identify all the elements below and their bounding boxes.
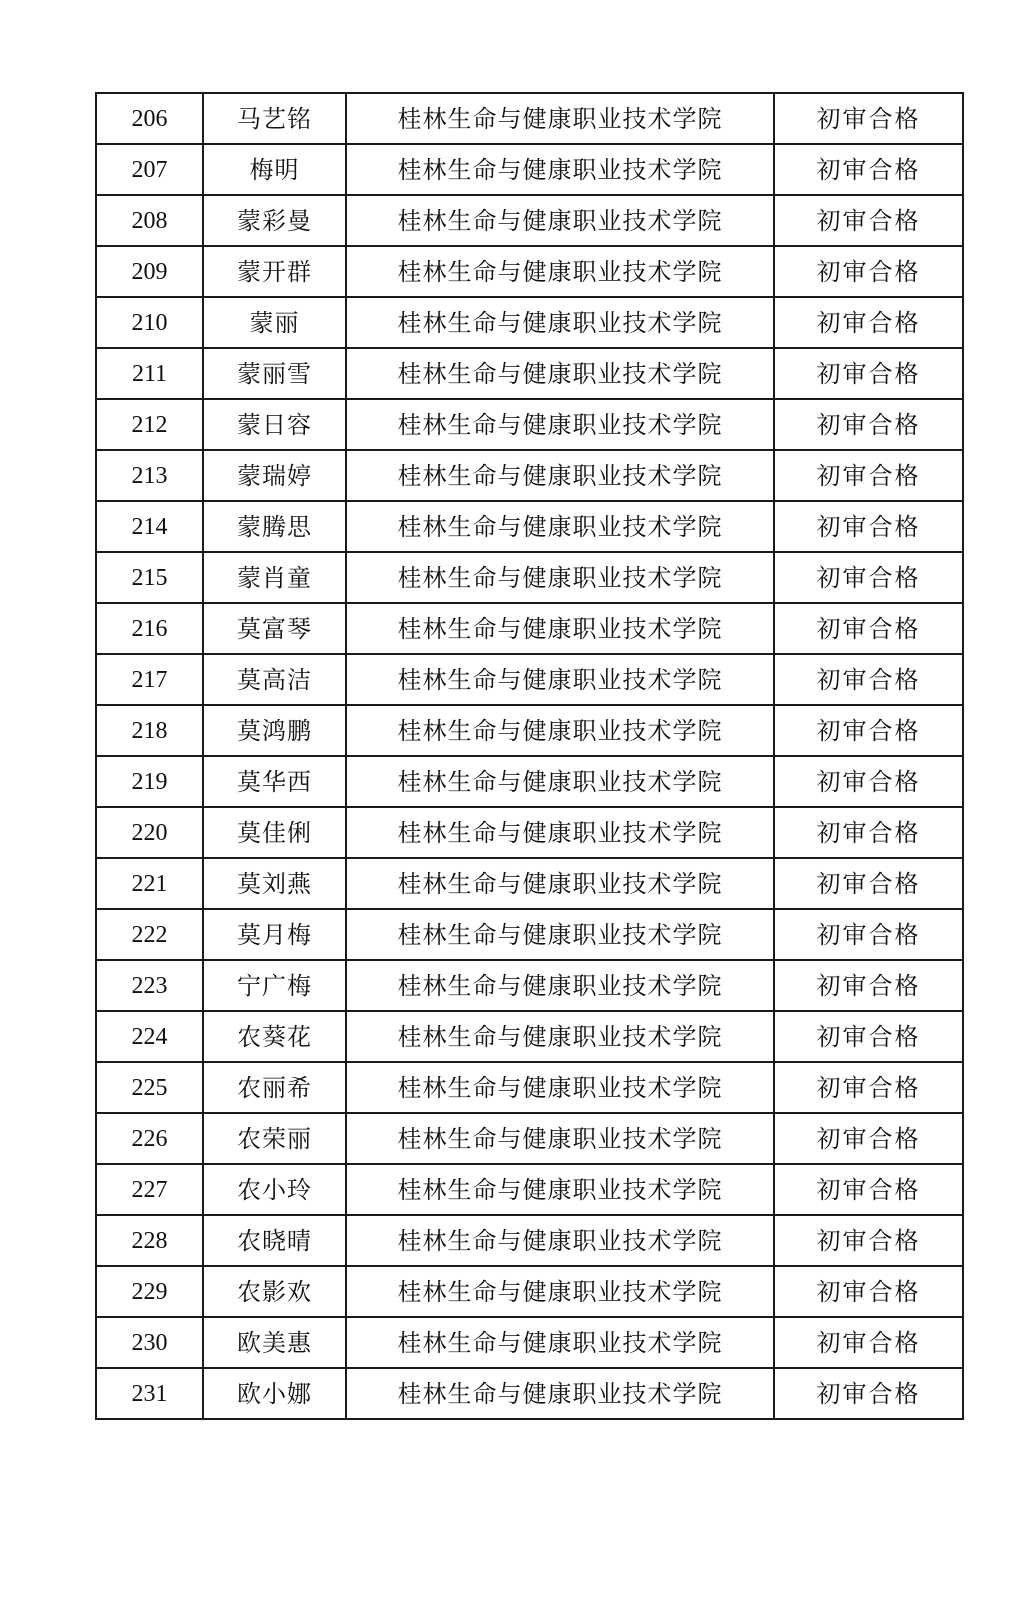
row-number: 222 bbox=[96, 909, 203, 960]
person-name: 农晓晴 bbox=[203, 1215, 346, 1266]
row-number: 213 bbox=[96, 450, 203, 501]
table-row bbox=[96, 246, 963, 297]
row-number: 230 bbox=[96, 1317, 203, 1368]
row-number: 224 bbox=[96, 1011, 203, 1062]
school-name: 桂林生命与健康职业技术学院 bbox=[346, 246, 774, 297]
review-status: 初审合格 bbox=[774, 1011, 963, 1062]
review-status: 初审合格 bbox=[774, 93, 963, 144]
table-row bbox=[96, 195, 963, 246]
review-status: 初审合格 bbox=[774, 399, 963, 450]
table-row bbox=[96, 603, 963, 654]
row-number: 210 bbox=[96, 297, 203, 348]
person-name: 蒙开群 bbox=[203, 246, 346, 297]
review-status: 初审合格 bbox=[774, 1215, 963, 1266]
school-name: 桂林生命与健康职业技术学院 bbox=[346, 807, 774, 858]
row-number: 209 bbox=[96, 246, 203, 297]
person-name: 蒙丽 bbox=[203, 297, 346, 348]
school-name: 桂林生命与健康职业技术学院 bbox=[346, 1113, 774, 1164]
review-status: 初审合格 bbox=[774, 297, 963, 348]
table-row bbox=[96, 858, 963, 909]
table-row bbox=[96, 756, 963, 807]
row-number: 223 bbox=[96, 960, 203, 1011]
row-number: 215 bbox=[96, 552, 203, 603]
table-row bbox=[96, 348, 963, 399]
school-name: 桂林生命与健康职业技术学院 bbox=[346, 654, 774, 705]
person-name: 农影欢 bbox=[203, 1266, 346, 1317]
row-number: 228 bbox=[96, 1215, 203, 1266]
review-status: 初审合格 bbox=[774, 909, 963, 960]
table-row bbox=[96, 1011, 963, 1062]
row-number: 216 bbox=[96, 603, 203, 654]
review-status: 初审合格 bbox=[774, 1113, 963, 1164]
roster-table-body bbox=[96, 93, 963, 1419]
school-name: 桂林生命与健康职业技术学院 bbox=[346, 450, 774, 501]
table-row bbox=[96, 1317, 963, 1368]
school-name: 桂林生命与健康职业技术学院 bbox=[346, 858, 774, 909]
table-row bbox=[96, 297, 963, 348]
person-name: 梅明 bbox=[203, 144, 346, 195]
row-number: 212 bbox=[96, 399, 203, 450]
row-number: 211 bbox=[96, 348, 203, 399]
school-name: 桂林生命与健康职业技术学院 bbox=[346, 1062, 774, 1113]
table-row bbox=[96, 654, 963, 705]
school-name: 桂林生命与健康职业技术学院 bbox=[346, 348, 774, 399]
school-name: 桂林生命与健康职业技术学院 bbox=[346, 93, 774, 144]
row-number: 231 bbox=[96, 1368, 203, 1419]
review-status: 初审合格 bbox=[774, 144, 963, 195]
person-name: 农丽希 bbox=[203, 1062, 346, 1113]
review-status: 初审合格 bbox=[774, 1062, 963, 1113]
review-status: 初审合格 bbox=[774, 756, 963, 807]
table-row bbox=[96, 399, 963, 450]
school-name: 桂林生命与健康职业技术学院 bbox=[346, 1011, 774, 1062]
table-row bbox=[96, 807, 963, 858]
review-status: 初审合格 bbox=[774, 552, 963, 603]
review-status: 初审合格 bbox=[774, 603, 963, 654]
school-name: 桂林生命与健康职业技术学院 bbox=[346, 501, 774, 552]
row-number: 207 bbox=[96, 144, 203, 195]
row-number: 218 bbox=[96, 705, 203, 756]
school-name: 桂林生命与健康职业技术学院 bbox=[346, 1317, 774, 1368]
row-number: 227 bbox=[96, 1164, 203, 1215]
school-name: 桂林生命与健康职业技术学院 bbox=[346, 399, 774, 450]
review-status: 初审合格 bbox=[774, 1317, 963, 1368]
person-name: 欧小娜 bbox=[203, 1368, 346, 1419]
person-name: 莫富琴 bbox=[203, 603, 346, 654]
review-status: 初审合格 bbox=[774, 501, 963, 552]
person-name: 莫华西 bbox=[203, 756, 346, 807]
person-name: 蒙瑞婷 bbox=[203, 450, 346, 501]
row-number: 225 bbox=[96, 1062, 203, 1113]
review-status: 初审合格 bbox=[774, 1266, 963, 1317]
school-name: 桂林生命与健康职业技术学院 bbox=[346, 1215, 774, 1266]
table-row bbox=[96, 552, 963, 603]
row-number: 208 bbox=[96, 195, 203, 246]
table-row bbox=[96, 1266, 963, 1317]
table-row bbox=[96, 450, 963, 501]
school-name: 桂林生命与健康职业技术学院 bbox=[346, 552, 774, 603]
school-name: 桂林生命与健康职业技术学院 bbox=[346, 909, 774, 960]
school-name: 桂林生命与健康职业技术学院 bbox=[346, 705, 774, 756]
school-name: 桂林生命与健康职业技术学院 bbox=[346, 1266, 774, 1317]
person-name: 农小玲 bbox=[203, 1164, 346, 1215]
row-number: 206 bbox=[96, 93, 203, 144]
review-status: 初审合格 bbox=[774, 348, 963, 399]
review-status: 初审合格 bbox=[774, 195, 963, 246]
review-status: 初审合格 bbox=[774, 807, 963, 858]
person-name: 农荣丽 bbox=[203, 1113, 346, 1164]
person-name: 农葵花 bbox=[203, 1011, 346, 1062]
review-status: 初审合格 bbox=[774, 705, 963, 756]
person-name: 宁广梅 bbox=[203, 960, 346, 1011]
school-name: 桂林生命与健康职业技术学院 bbox=[346, 960, 774, 1011]
row-number: 219 bbox=[96, 756, 203, 807]
table-row bbox=[96, 1062, 963, 1113]
person-name: 莫佳俐 bbox=[203, 807, 346, 858]
review-status: 初审合格 bbox=[774, 960, 963, 1011]
person-name: 蒙彩曼 bbox=[203, 195, 346, 246]
table-row bbox=[96, 909, 963, 960]
roster-table bbox=[95, 92, 964, 1420]
person-name: 蒙腾思 bbox=[203, 501, 346, 552]
person-name: 欧美惠 bbox=[203, 1317, 346, 1368]
person-name: 莫刘燕 bbox=[203, 858, 346, 909]
row-number: 229 bbox=[96, 1266, 203, 1317]
school-name: 桂林生命与健康职业技术学院 bbox=[346, 603, 774, 654]
table-row bbox=[96, 501, 963, 552]
table-row bbox=[96, 1164, 963, 1215]
school-name: 桂林生命与健康职业技术学院 bbox=[346, 144, 774, 195]
school-name: 桂林生命与健康职业技术学院 bbox=[346, 1368, 774, 1419]
review-status: 初审合格 bbox=[774, 858, 963, 909]
row-number: 214 bbox=[96, 501, 203, 552]
table-row bbox=[96, 705, 963, 756]
table-row bbox=[96, 1215, 963, 1266]
review-status: 初审合格 bbox=[774, 1368, 963, 1419]
review-status: 初审合格 bbox=[774, 1164, 963, 1215]
school-name: 桂林生命与健康职业技术学院 bbox=[346, 1164, 774, 1215]
row-number: 226 bbox=[96, 1113, 203, 1164]
review-status: 初审合格 bbox=[774, 450, 963, 501]
table-row bbox=[96, 960, 963, 1011]
person-name: 莫鸿鹏 bbox=[203, 705, 346, 756]
person-name: 莫月梅 bbox=[203, 909, 346, 960]
review-status: 初审合格 bbox=[774, 654, 963, 705]
school-name: 桂林生命与健康职业技术学院 bbox=[346, 195, 774, 246]
row-number: 220 bbox=[96, 807, 203, 858]
review-status: 初审合格 bbox=[774, 246, 963, 297]
person-name: 蒙肖童 bbox=[203, 552, 346, 603]
row-number: 217 bbox=[96, 654, 203, 705]
row-number: 221 bbox=[96, 858, 203, 909]
school-name: 桂林生命与健康职业技术学院 bbox=[346, 756, 774, 807]
person-name: 蒙丽雪 bbox=[203, 348, 346, 399]
table-row bbox=[96, 144, 963, 195]
person-name: 莫高洁 bbox=[203, 654, 346, 705]
table-row bbox=[96, 93, 963, 144]
table-row bbox=[96, 1368, 963, 1419]
school-name: 桂林生命与健康职业技术学院 bbox=[346, 297, 774, 348]
table-row bbox=[96, 1113, 963, 1164]
person-name: 蒙日容 bbox=[203, 399, 346, 450]
person-name: 马艺铭 bbox=[203, 93, 346, 144]
